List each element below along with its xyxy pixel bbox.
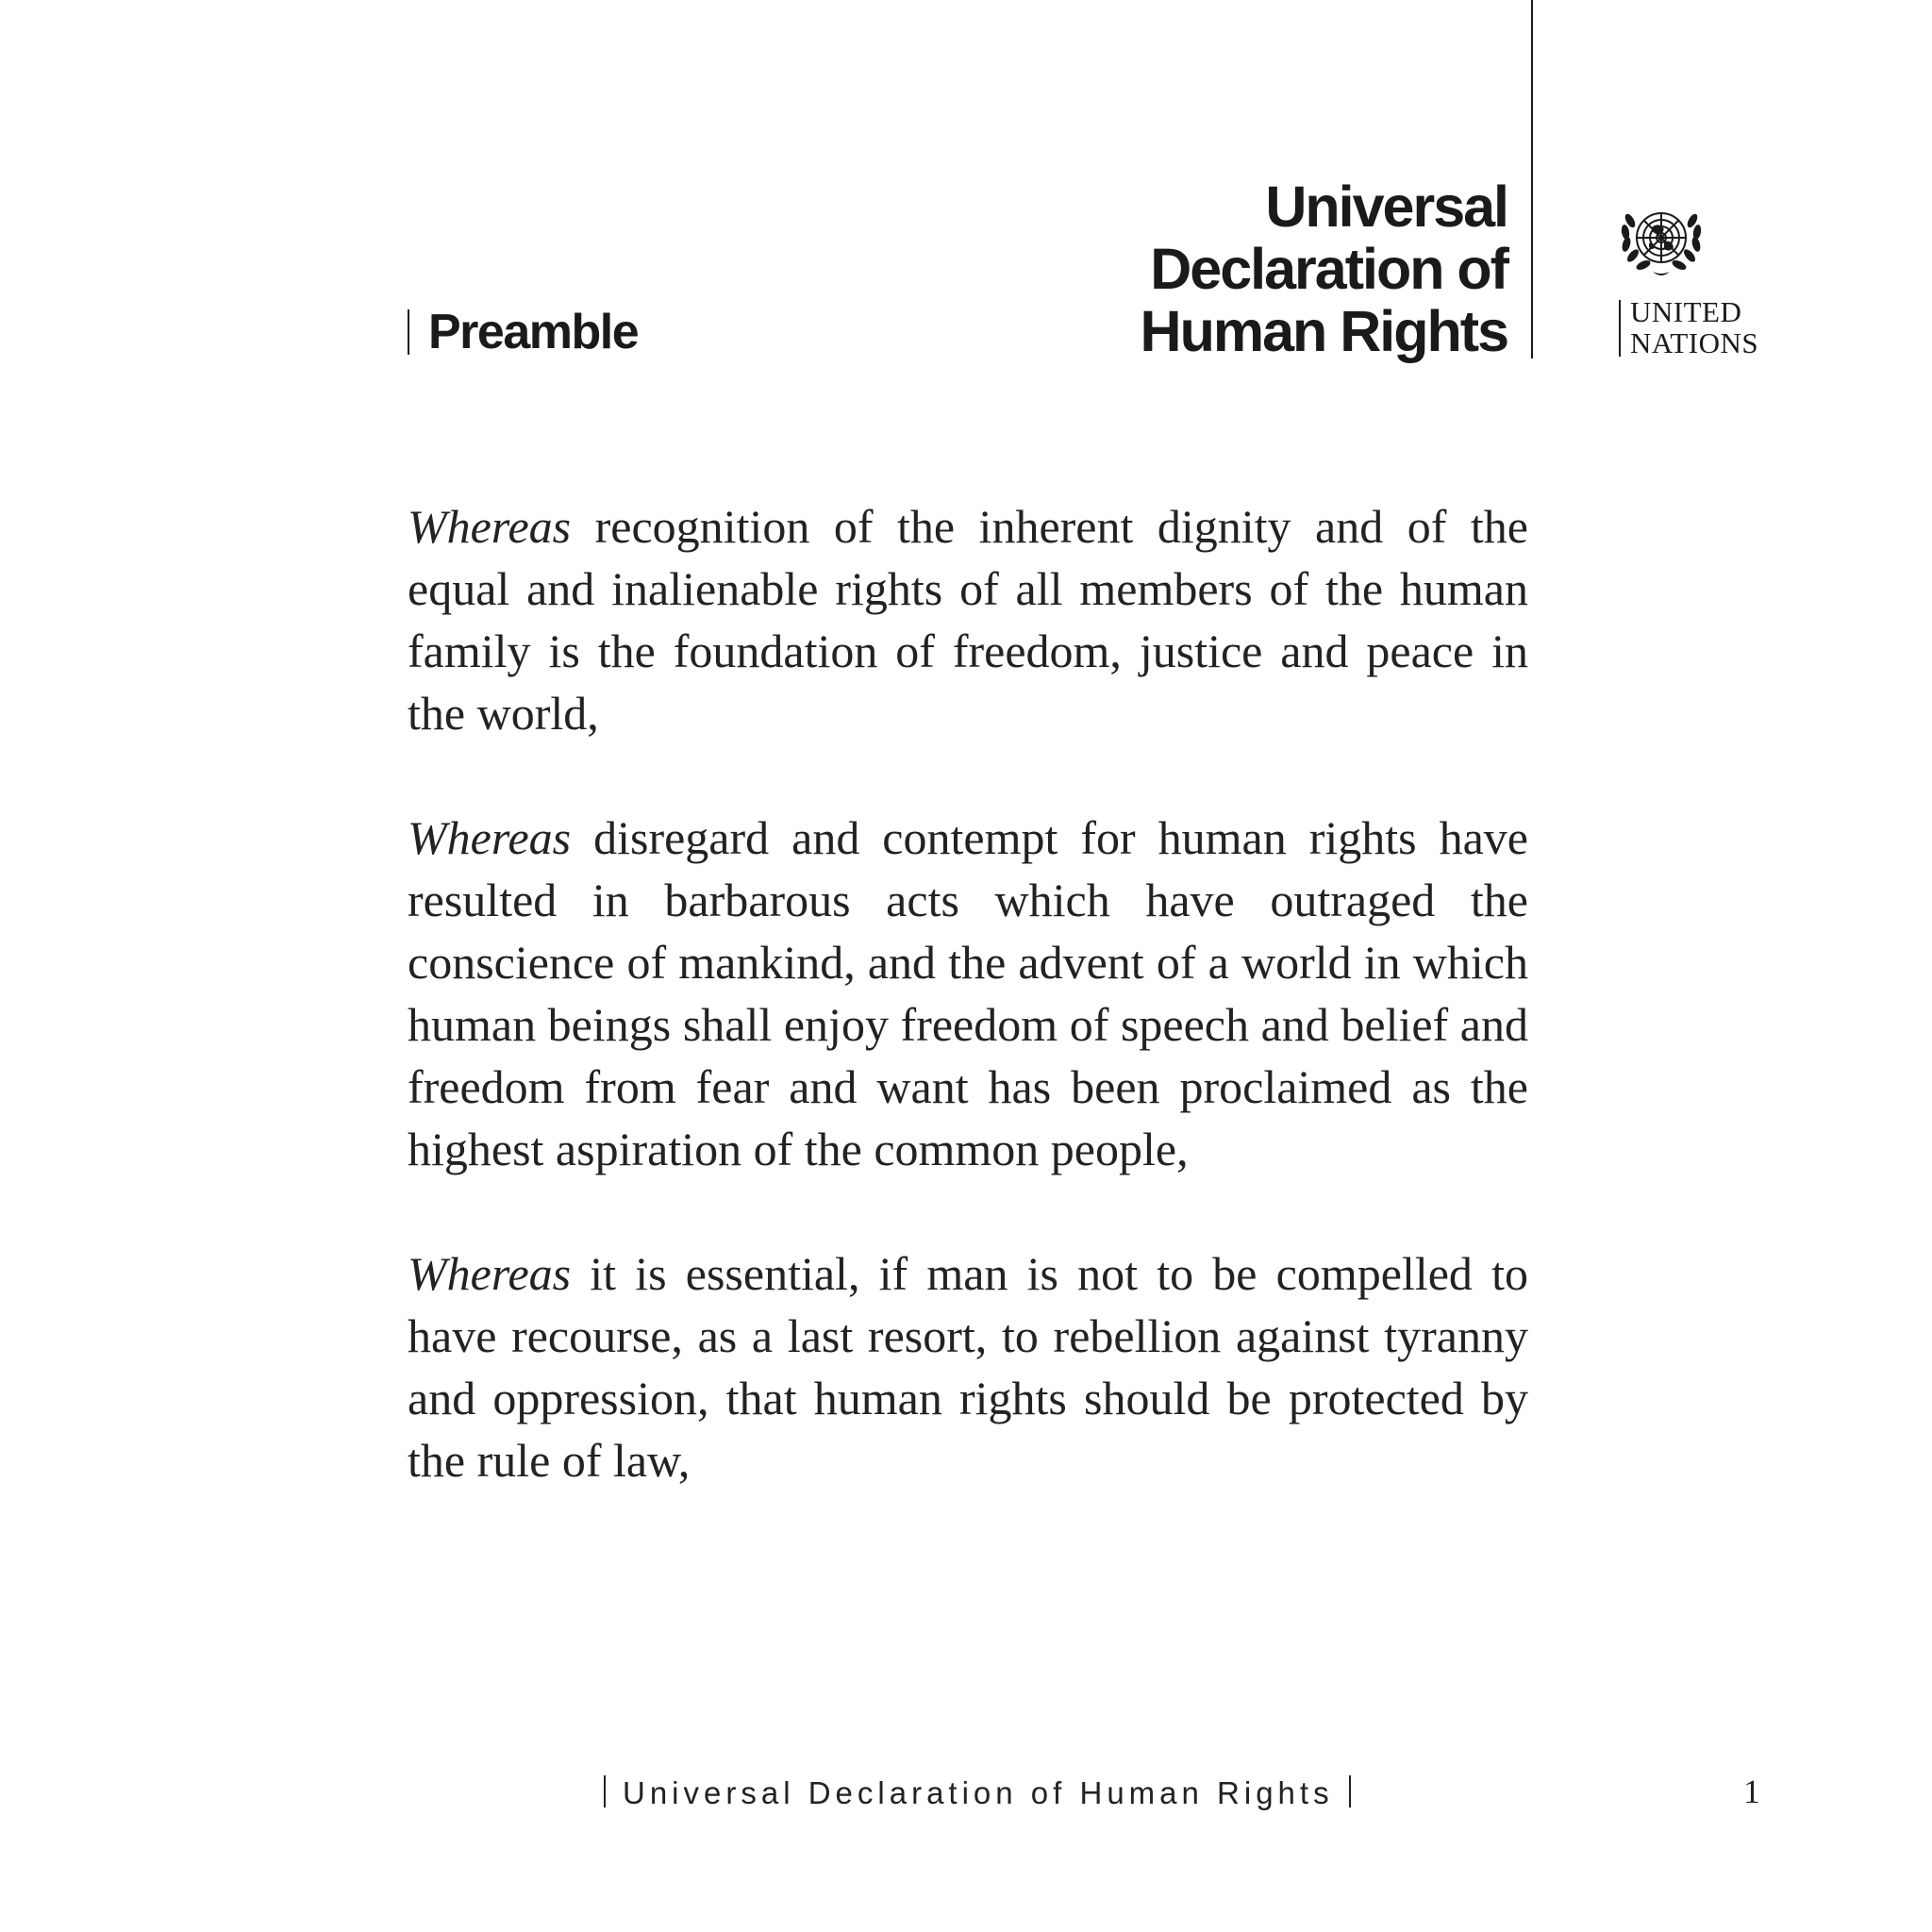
- document-title-line: Declaration of: [1150, 237, 1507, 301]
- section-label-rule: [408, 309, 409, 355]
- section-label: [408, 304, 638, 360]
- preamble-body: [408, 495, 1528, 1554]
- document-title: [1141, 175, 1507, 362]
- page-number: 1: [1743, 1773, 1760, 1810]
- un-wordmark: [1619, 296, 1758, 358]
- paragraph-text: recognition of the inherent dignity and of the equal and inalienable rights of all members of the human family is the foundation of freedom, justice and peace in the world,: [408, 500, 1528, 740]
- un-wordmark-text: [1630, 296, 1758, 358]
- running-footer: [604, 1775, 1351, 1811]
- un-wordmark-line: NATIONS: [1630, 326, 1759, 359]
- un-wordmark-line: UNITED: [1630, 295, 1742, 328]
- un-wordmark-rule: [1619, 300, 1621, 357]
- section-label-text: Preamble: [428, 305, 639, 359]
- document-title-line: Human Rights: [1140, 299, 1507, 363]
- preamble-paragraph: [408, 807, 1528, 1180]
- paragraph-lead: Whereas: [408, 500, 572, 553]
- document-title-line: Universal: [1265, 175, 1507, 239]
- un-emblem-icon: [1613, 200, 1709, 283]
- paragraph-text: it is essential, if man is not to be compelled to have recourse, as a last resort, to rebellion against tyranny and oppression, that human rights should be protected by the rule of law,: [408, 1247, 1528, 1487]
- preamble-paragraph: [408, 1242, 1528, 1491]
- footer-rule-left: [604, 1775, 606, 1807]
- header-divider: [1531, 0, 1533, 358]
- preamble-paragraph: [408, 495, 1528, 744]
- footer-title: Universal Declaration of Human Rights: [623, 1775, 1334, 1810]
- paragraph-text: disregard and contempt for human rights have resulted in barbarous acts which have outraged the conscience of mankind, and the advent of a world in which human beings shall enjoy freedom of speech and belief and freedom from fear and want has been proclaimed as the highest aspiration of the common people,: [408, 811, 1528, 1175]
- footer-rule-right: [1349, 1775, 1351, 1807]
- paragraph-lead: Whereas: [408, 811, 572, 864]
- paragraph-lead: Whereas: [408, 1247, 572, 1300]
